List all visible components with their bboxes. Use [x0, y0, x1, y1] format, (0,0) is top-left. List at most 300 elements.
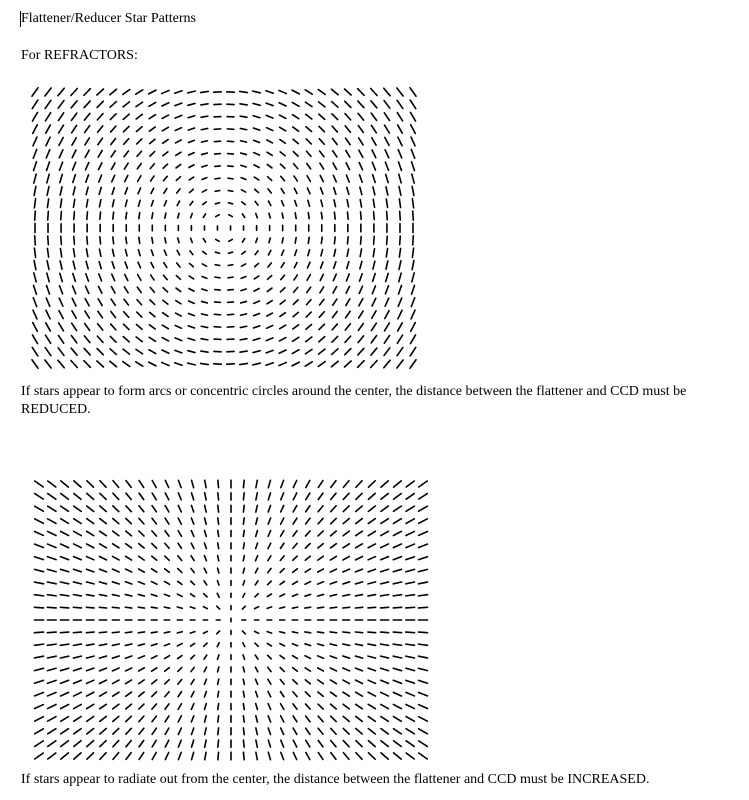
star-dash — [280, 680, 284, 685]
star-dash — [360, 175, 363, 182]
star-dash — [385, 298, 389, 306]
star-dash — [218, 704, 219, 710]
star-dash — [268, 655, 272, 659]
star-dash — [34, 248, 35, 257]
star-dash — [347, 200, 348, 207]
star-dash — [267, 325, 273, 328]
star-dash — [164, 250, 166, 255]
star-dash — [256, 543, 258, 549]
star-dash — [126, 753, 131, 760]
star-dash — [218, 728, 219, 735]
star-dash — [343, 704, 349, 709]
star-dash — [60, 569, 68, 571]
star-dash — [125, 250, 127, 256]
star-dash — [59, 323, 64, 331]
star-dash — [243, 716, 244, 722]
star-dash — [387, 211, 388, 219]
star-dash — [345, 126, 350, 132]
star-dash — [305, 594, 311, 596]
star-dash — [162, 127, 168, 131]
star-dash — [305, 607, 311, 608]
star-dash — [406, 753, 414, 759]
star-dash — [73, 199, 74, 207]
star-dash — [215, 178, 220, 179]
star-dash — [280, 325, 286, 329]
star-dash — [218, 667, 219, 672]
star-dash — [372, 162, 375, 170]
star-dash — [318, 90, 325, 95]
star-dash — [126, 569, 132, 572]
star-dash — [35, 531, 44, 535]
star-dash — [35, 544, 44, 547]
star-dash — [256, 704, 258, 710]
star-dash — [406, 656, 415, 658]
star-dash — [406, 668, 415, 670]
star-dash — [343, 556, 350, 559]
star-dash — [201, 339, 208, 340]
star-dash — [242, 606, 245, 609]
star-dash — [98, 150, 102, 157]
star-dash — [175, 338, 182, 341]
star-dash — [137, 287, 141, 292]
star-dash — [98, 311, 103, 318]
star-dash — [47, 607, 56, 608]
star-dash — [254, 140, 260, 142]
star-dash — [397, 113, 402, 121]
star-dash — [48, 692, 57, 696]
star-dash — [100, 237, 101, 244]
star-dash — [331, 518, 337, 523]
star-dash — [191, 543, 194, 548]
star-dash — [205, 740, 206, 747]
star-dash — [47, 286, 50, 295]
star-dash — [333, 299, 337, 305]
star-dash — [178, 493, 181, 500]
star-dash — [268, 505, 270, 512]
star-dash — [268, 692, 271, 697]
star-dash — [330, 632, 337, 633]
star-dash — [368, 595, 376, 596]
star-dash — [35, 717, 44, 722]
star-dash — [347, 187, 349, 194]
star-dash — [318, 668, 324, 671]
star-dash — [110, 361, 117, 367]
star-dash — [201, 104, 208, 105]
star-dash — [84, 113, 90, 120]
star-dash — [346, 299, 350, 306]
star-dash — [419, 494, 428, 500]
star-dash — [152, 480, 156, 487]
star-dash — [228, 265, 233, 266]
star-dash — [191, 505, 193, 512]
star-dash — [124, 151, 128, 157]
star-dash — [111, 324, 116, 330]
star-dash — [373, 274, 376, 282]
star-dash — [163, 164, 167, 168]
star-dash — [256, 480, 257, 487]
star-dash — [241, 314, 247, 315]
star-dash — [165, 213, 166, 218]
star-dash — [243, 556, 244, 561]
star-dash — [243, 740, 244, 747]
star-dash — [165, 493, 169, 500]
star-dash — [241, 190, 245, 192]
star-dash — [368, 557, 375, 560]
star-dash — [241, 264, 245, 266]
star-dash — [256, 691, 258, 697]
star-dash — [35, 705, 44, 709]
star-dash — [279, 338, 285, 341]
star-dash — [228, 191, 233, 192]
star-dash — [87, 692, 94, 696]
star-dash — [253, 103, 260, 105]
star-dash — [267, 632, 272, 633]
star-dash — [100, 493, 106, 499]
star-dash — [229, 215, 233, 217]
star-dash — [190, 632, 195, 633]
star-dash — [256, 716, 258, 722]
star-dash — [267, 301, 272, 304]
star-dash — [100, 716, 107, 721]
star-dash — [333, 163, 337, 169]
star-dash — [151, 582, 156, 585]
star-dash — [110, 336, 116, 342]
star-dash — [86, 582, 94, 584]
star-dash — [318, 632, 324, 633]
star-dash — [61, 717, 69, 722]
star-dash — [393, 582, 401, 584]
star-dash — [190, 201, 193, 205]
star-dash — [292, 632, 297, 633]
star-dash — [86, 261, 88, 268]
star-dash — [318, 582, 324, 584]
star-dash — [268, 568, 271, 572]
star-dash — [240, 326, 246, 327]
star-dash — [87, 212, 88, 220]
star-dash — [152, 213, 153, 219]
star-dash — [368, 656, 376, 658]
star-dash — [318, 692, 323, 696]
star-dash — [386, 249, 387, 257]
star-dash — [125, 200, 127, 206]
star-dash — [217, 581, 219, 585]
star-dash — [319, 337, 325, 342]
star-dash — [100, 519, 107, 524]
star-dash — [188, 338, 195, 340]
star-dash — [318, 481, 323, 488]
star-dash — [345, 336, 351, 342]
star-dash — [228, 166, 233, 167]
star-dash — [60, 668, 68, 670]
star-dash — [410, 335, 415, 344]
star-dash — [47, 582, 56, 584]
star-dash — [178, 505, 181, 511]
star-dash — [192, 480, 194, 487]
star-dash — [99, 274, 102, 281]
star-dash — [253, 363, 260, 365]
star-dash — [293, 680, 297, 684]
star-dash — [61, 704, 69, 708]
star-dash — [123, 362, 130, 367]
star-dash — [113, 531, 119, 536]
star-dash — [343, 656, 350, 658]
star-dash — [368, 607, 376, 608]
star-dash — [318, 740, 323, 746]
star-dash — [394, 753, 402, 759]
star-dash — [152, 692, 157, 697]
star-dash — [381, 668, 389, 671]
star-dash — [152, 752, 156, 759]
star-dash — [280, 556, 284, 561]
star-dash — [320, 274, 323, 280]
star-dash — [280, 656, 284, 659]
star-dash — [73, 668, 81, 671]
star-dash — [74, 753, 81, 759]
star-dash — [399, 187, 401, 196]
star-dash — [293, 493, 297, 500]
star-dash — [381, 704, 389, 708]
star-dash — [163, 300, 168, 304]
star-dash — [150, 164, 154, 169]
star-dash — [399, 261, 401, 270]
star-dash — [368, 729, 375, 734]
star-dash — [61, 481, 69, 487]
star-dash — [241, 301, 247, 302]
star-dash — [318, 716, 323, 722]
star-dash — [256, 752, 257, 759]
star-dash — [205, 493, 206, 500]
star-dash — [188, 91, 195, 93]
star-dash — [295, 250, 297, 256]
star-dash — [215, 203, 219, 204]
star-dash — [151, 275, 154, 280]
star-dash — [255, 581, 258, 585]
star-dash — [293, 716, 297, 722]
star-dash — [385, 125, 390, 133]
star-dash — [204, 655, 207, 659]
star-dash — [293, 668, 298, 672]
star-dash — [177, 632, 182, 633]
star-dash — [190, 607, 195, 608]
star-dash — [373, 199, 374, 207]
star-dash — [282, 250, 284, 255]
star-dash — [190, 251, 193, 255]
star-dash — [305, 692, 310, 697]
star-dash — [112, 262, 114, 269]
star-dash — [254, 276, 258, 279]
star-dash — [35, 753, 43, 759]
star-dash — [281, 505, 284, 511]
star-dash — [381, 544, 389, 548]
star-dash — [343, 632, 350, 633]
star-dash — [386, 261, 388, 269]
star-dash — [418, 607, 427, 608]
star-dash — [191, 704, 194, 710]
star-dash — [281, 263, 284, 268]
star-dash — [242, 631, 245, 634]
star-dash — [384, 348, 390, 356]
star-dash — [406, 644, 415, 645]
star-dash — [202, 277, 207, 279]
star-dash — [74, 506, 81, 511]
star-dash — [204, 667, 206, 672]
star-dash — [228, 277, 233, 278]
star-dash — [243, 505, 244, 512]
star-dash — [267, 164, 272, 167]
star-dash — [318, 493, 323, 499]
star-dash — [319, 114, 325, 119]
star-dash — [59, 311, 63, 319]
star-dash — [74, 519, 81, 524]
star-dash — [139, 668, 145, 671]
star-dash — [112, 274, 115, 281]
star-dash — [343, 692, 349, 696]
star-dash — [99, 607, 106, 608]
star-dash — [372, 298, 376, 306]
star-dash — [85, 126, 90, 133]
star-dash — [32, 347, 38, 356]
star-dash — [255, 655, 258, 659]
star-dash — [218, 518, 219, 524]
star-dash — [293, 115, 299, 119]
star-dash — [412, 174, 414, 183]
star-dash — [255, 631, 259, 633]
star-dash — [398, 298, 402, 306]
star-dash — [125, 656, 131, 658]
star-dash — [243, 530, 244, 536]
star-dash — [178, 752, 181, 759]
star-dash — [73, 261, 75, 269]
star-dash — [393, 656, 401, 658]
star-dash — [136, 114, 142, 119]
star-dash — [151, 201, 153, 207]
star-dash — [292, 644, 297, 646]
star-dash — [60, 656, 68, 658]
star-dash — [406, 680, 415, 683]
star-dash — [279, 350, 286, 353]
star-dash — [191, 655, 195, 659]
star-dash — [86, 175, 89, 182]
star-dash — [136, 325, 142, 330]
star-dash — [240, 351, 247, 352]
star-dash — [178, 518, 181, 524]
star-dash — [58, 101, 64, 109]
star-dash — [123, 337, 129, 342]
star-dash — [255, 189, 259, 192]
star-dash — [165, 556, 169, 560]
star-dash — [100, 680, 107, 683]
star-dash — [165, 506, 169, 512]
star-dash — [385, 311, 389, 319]
star-dash — [318, 556, 324, 560]
star-dash — [308, 213, 309, 219]
star-dash — [87, 729, 94, 734]
star-dash — [58, 113, 63, 121]
star-dash — [217, 606, 220, 609]
star-dash — [162, 115, 168, 118]
star-dash — [358, 361, 365, 368]
star-dash — [202, 153, 208, 154]
star-dash — [332, 102, 338, 108]
star-dash — [243, 752, 244, 760]
star-dash — [255, 201, 258, 205]
star-dash — [343, 728, 349, 734]
star-dash — [318, 594, 324, 596]
star-dash — [256, 530, 258, 536]
star-dash — [293, 692, 297, 697]
star-dash — [318, 680, 324, 684]
star-dash — [372, 138, 376, 145]
star-dash — [71, 336, 76, 343]
star-dash — [48, 753, 56, 759]
star-dash — [418, 668, 427, 670]
star-dash — [243, 518, 244, 524]
star-dash — [35, 741, 44, 747]
star-dash — [393, 607, 401, 608]
star-dash — [215, 252, 219, 253]
star-dash — [293, 139, 298, 143]
star-dash — [218, 556, 219, 561]
star-dash — [201, 141, 207, 142]
star-dash — [243, 704, 244, 710]
star-dash — [330, 556, 336, 560]
star-dash — [355, 607, 362, 608]
star-dash — [279, 90, 286, 93]
star-dash — [215, 154, 221, 155]
star-dash — [368, 753, 375, 759]
star-dash — [32, 335, 37, 344]
star-dash — [176, 140, 182, 143]
star-dash — [269, 213, 270, 218]
star-dash — [218, 505, 219, 512]
star-dash — [191, 531, 194, 537]
star-dash — [412, 261, 414, 270]
star-dash — [138, 176, 141, 182]
star-dash — [333, 175, 336, 182]
star-dash — [126, 493, 131, 499]
star-dash — [113, 481, 119, 488]
star-dash — [126, 481, 131, 488]
star-dash — [139, 753, 144, 760]
star-dash — [204, 691, 206, 697]
star-dash — [254, 177, 258, 180]
star-dash — [293, 531, 297, 536]
star-dash — [319, 312, 324, 318]
star-dash — [126, 692, 132, 696]
star-dash — [360, 261, 362, 268]
star-dash — [318, 753, 323, 760]
star-dash — [162, 362, 169, 365]
star-dash — [97, 101, 103, 107]
star-dash — [343, 680, 350, 683]
star-dash — [60, 162, 63, 170]
star-dash — [205, 518, 207, 524]
star-dash — [293, 518, 297, 524]
star-dash — [202, 190, 206, 192]
star-dash — [307, 262, 310, 268]
star-dash — [47, 162, 50, 171]
star-dash — [149, 115, 155, 119]
star-dash — [139, 493, 144, 499]
document-title: Flattener/Reducer Star Patterns — [21, 11, 196, 26]
star-dash — [410, 88, 416, 96]
star-dash — [243, 728, 244, 735]
star-dash — [124, 126, 129, 131]
star-dash — [61, 557, 69, 560]
star-dash — [139, 704, 144, 709]
star-dash — [345, 114, 351, 120]
star-dash — [331, 506, 336, 512]
